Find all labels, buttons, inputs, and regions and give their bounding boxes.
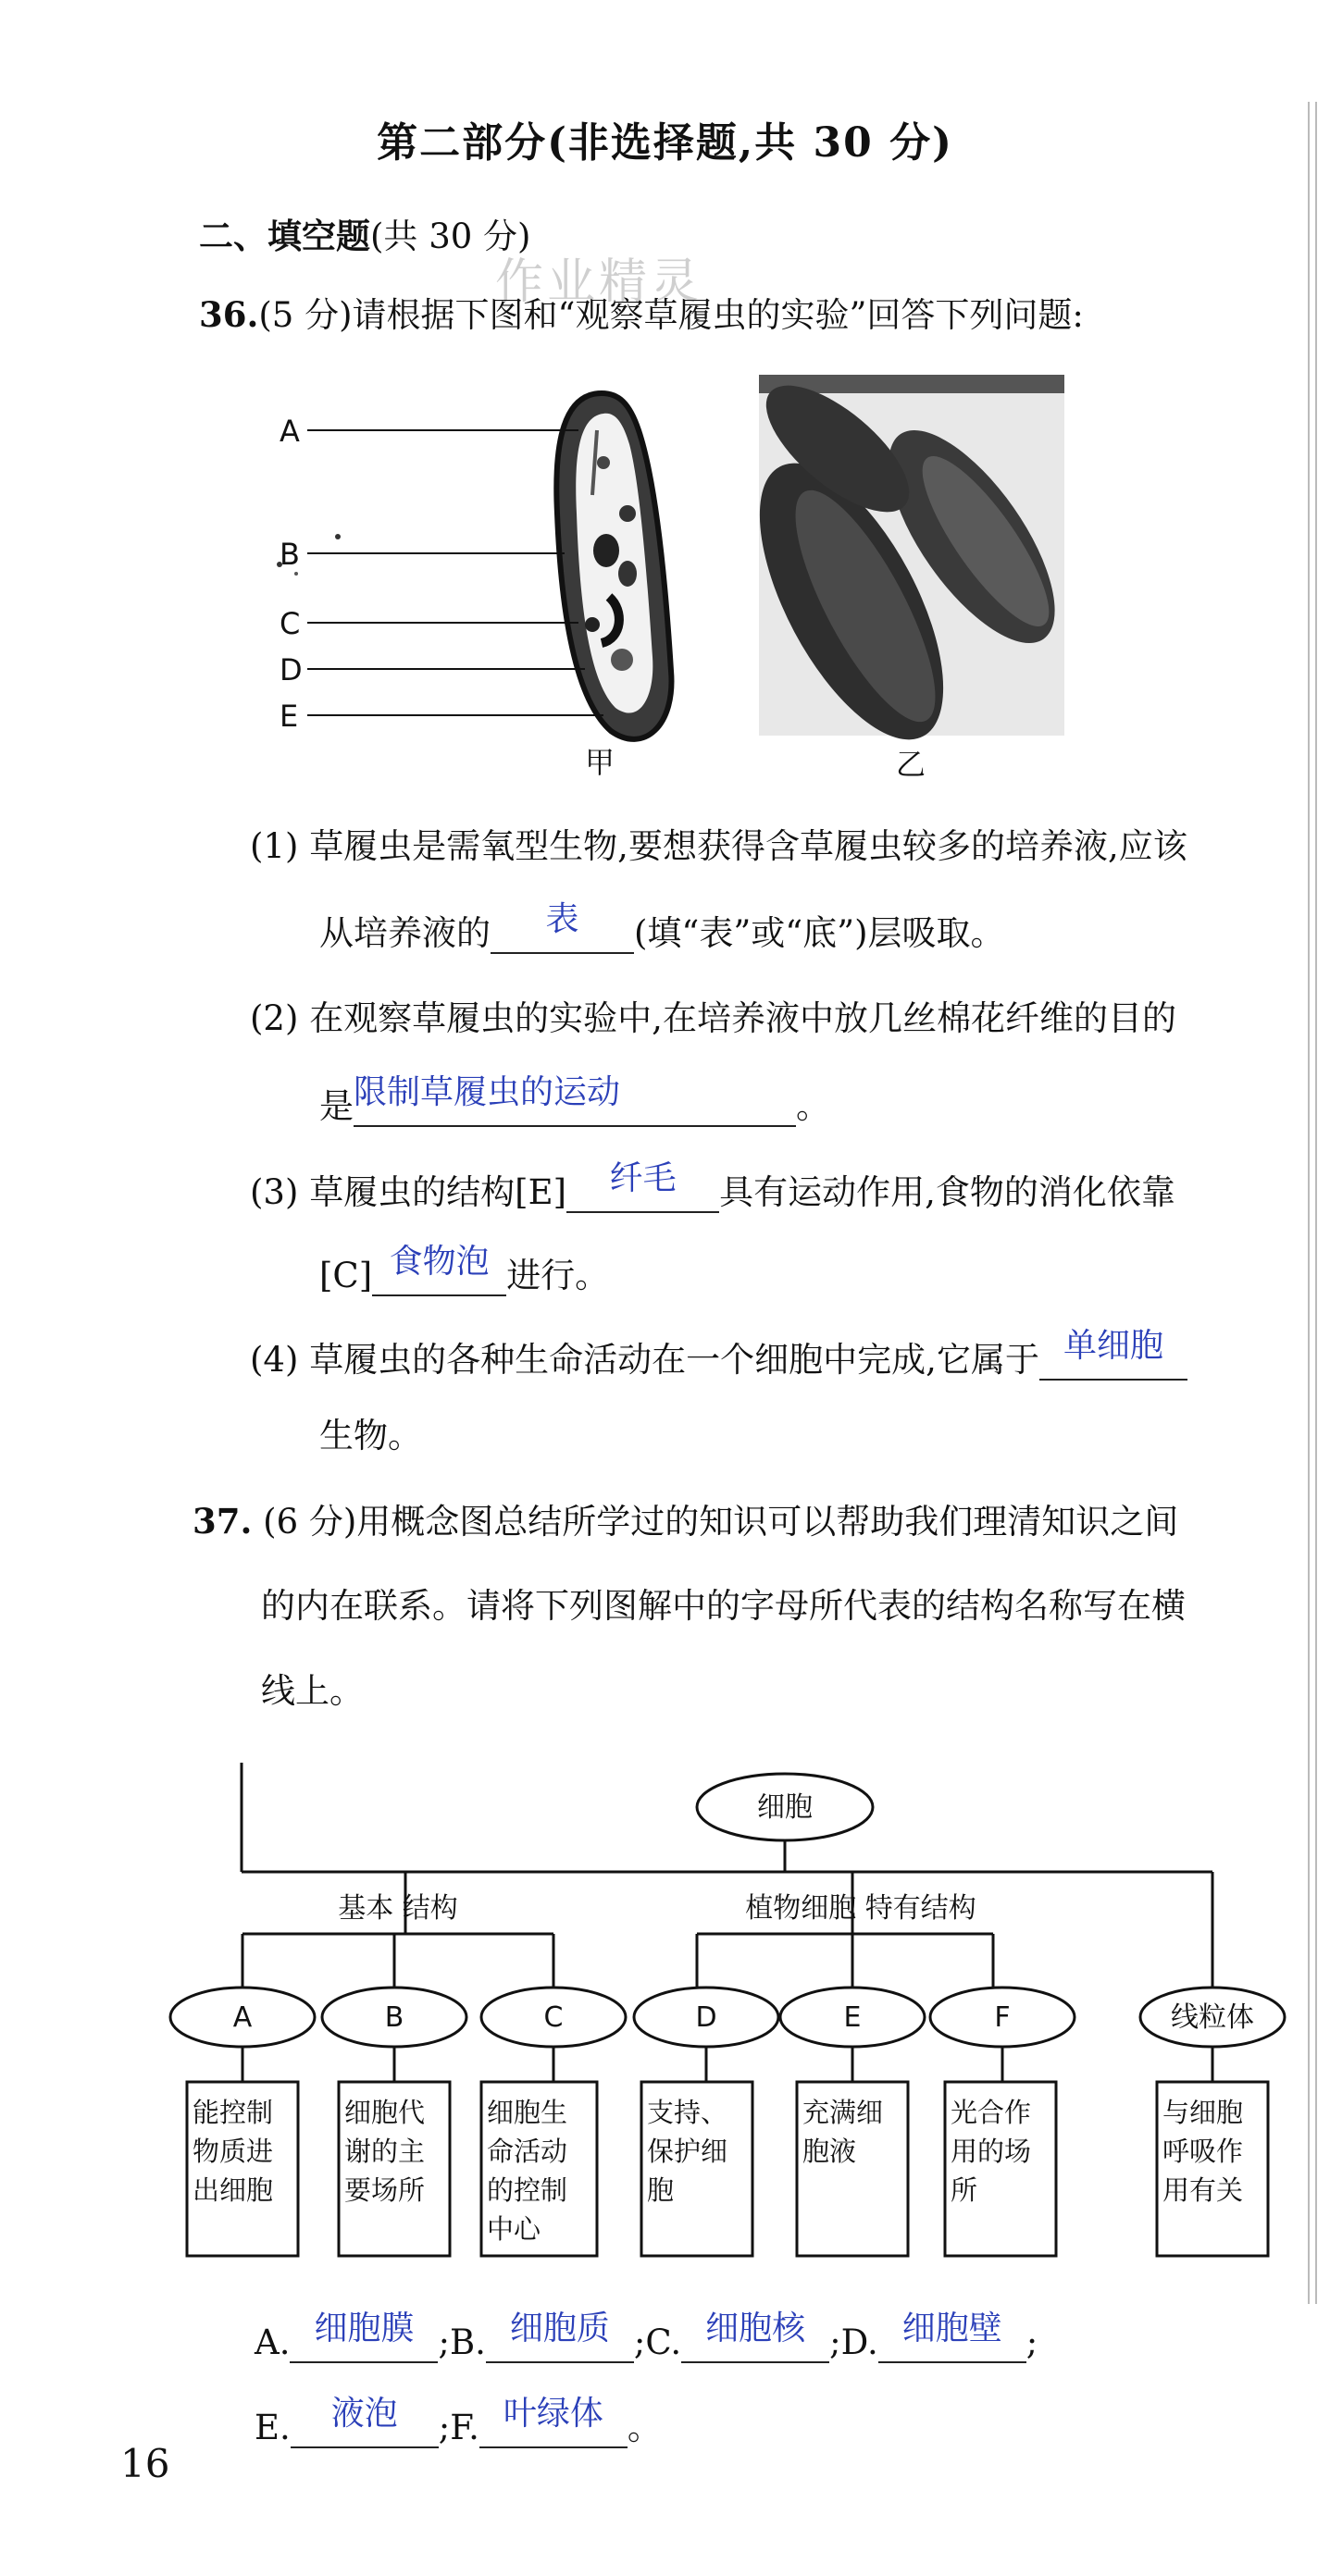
concept-node-d: D bbox=[695, 2001, 717, 2034]
q37-line1-text: (6 分)用概念图总结所学过的知识可以帮助我们理清知识之间 bbox=[263, 1502, 1179, 1542]
answer-f-blank bbox=[479, 2395, 628, 2448]
q36-p2-blank bbox=[354, 1073, 796, 1127]
answer-e-blank bbox=[291, 2395, 439, 2448]
desc-e-2: 胞液 bbox=[802, 2136, 857, 2167]
desc-f-1: 光合作 bbox=[951, 2097, 1032, 2128]
figure-caption-right: 乙 bbox=[896, 747, 926, 782]
desc-c-3: 的控制 bbox=[487, 2174, 568, 2206]
answer-b-sep: ; bbox=[633, 2322, 646, 2362]
q36-p2-pre: 是 bbox=[319, 1086, 354, 1126]
desc-mito-3: 用有关 bbox=[1162, 2174, 1244, 2206]
q37-line3: 线上。 bbox=[261, 1671, 364, 1711]
q36-p1-text: 草履虫是需氧型生物,要想获得含草履虫较多的培养液,应该 bbox=[309, 826, 1187, 866]
q36-p3-post: 进行。 bbox=[506, 1256, 610, 1295]
q36-p3-mid: 具有运动作用,食物的消化依靠 bbox=[719, 1172, 1175, 1212]
answer-a-blank bbox=[290, 2310, 438, 2363]
answer-f-sep: 。 bbox=[627, 2408, 662, 2447]
answer-f-value: 叶绿体 bbox=[503, 2395, 603, 2433]
answer-d-blank bbox=[878, 2310, 1026, 2363]
q36-p2-line1 bbox=[250, 998, 1176, 1039]
section-label: 二、填空题 bbox=[199, 216, 370, 256]
q36-p4-line1 bbox=[250, 1327, 1187, 1381]
desc-d-1: 支持、 bbox=[647, 2097, 728, 2128]
q36-stem-text: (5 分)请根据下图和“观察草履虫的实验”回答下列问题: bbox=[258, 295, 1084, 335]
q36-p1-blank bbox=[491, 900, 634, 954]
q36-p2-post: 。 bbox=[796, 1086, 830, 1126]
answer-b-value: 细胞质 bbox=[509, 2310, 610, 2347]
concept-node-a: A bbox=[232, 2001, 253, 2034]
q36-p3-pre: 草履虫的结构[E] bbox=[309, 1172, 567, 1212]
paramecium-cell-diagram bbox=[556, 393, 671, 739]
concept-root: 细胞 bbox=[757, 1791, 813, 1824]
answer-e-sep: ; bbox=[438, 2408, 451, 2447]
q36-p3-blank2 bbox=[372, 1243, 506, 1296]
answer-d-letter: D. bbox=[840, 2322, 878, 2362]
q36-p1-post: (填“表”或“底”)层吸取。 bbox=[634, 913, 1005, 953]
paramecium-micrograph bbox=[723, 375, 1074, 767]
figure-label-d: D bbox=[280, 652, 303, 687]
answer-c-letter: C. bbox=[645, 2322, 682, 2362]
q36-p3-answer2: 食物泡 bbox=[389, 1243, 490, 1281]
answer-c-sep: ; bbox=[829, 2322, 841, 2362]
concept-node-b: B bbox=[384, 2001, 404, 2034]
q37-answers-row2 bbox=[255, 2395, 662, 2448]
desc-c-1: 细胞生 bbox=[487, 2097, 568, 2128]
concept-branch-basic: 基本 结构 bbox=[338, 1892, 458, 1925]
q37-answers-row1 bbox=[255, 2310, 1038, 2363]
concept-node-f: F bbox=[994, 2001, 1011, 2034]
watermark: 作业精灵 bbox=[495, 254, 703, 310]
q36-number: 36. bbox=[199, 294, 259, 335]
q36-p4-num: (4) bbox=[250, 1340, 299, 1380]
figure-label-e: E bbox=[280, 699, 299, 734]
concept-node-c: C bbox=[543, 2001, 564, 2034]
desc-a-3: 出细胞 bbox=[193, 2174, 274, 2206]
concept-branch-plant: 植物细胞 特有结构 bbox=[745, 1892, 976, 1925]
q36-p3-blank1 bbox=[566, 1159, 719, 1213]
desc-a-1: 能控制 bbox=[193, 2097, 274, 2128]
answer-e-letter: E. bbox=[255, 2408, 291, 2447]
q36-stem bbox=[199, 294, 1084, 336]
q36-p2-num: (2) bbox=[250, 998, 299, 1038]
q36-p2-answer: 限制草履虫的运动 bbox=[354, 1073, 621, 1111]
desc-b-3: 要场所 bbox=[344, 2174, 426, 2206]
q36-p1-answer: 表 bbox=[545, 900, 579, 938]
desc-e-1: 充满细 bbox=[802, 2097, 884, 2128]
figure-label-b: B bbox=[280, 537, 300, 572]
answer-c-value: 细胞核 bbox=[705, 2310, 806, 2347]
q37-line2: 的内在联系。请将下列图解中的字母所代表的结构名称写在横 bbox=[261, 1586, 1186, 1626]
cell-concept-map bbox=[167, 1763, 1314, 2281]
desc-c-2: 命活动 bbox=[487, 2136, 568, 2167]
part-title: 第二部分(非选择题,共 30 分) bbox=[377, 119, 953, 167]
figure-label-c: C bbox=[280, 606, 301, 641]
q36-p1-num: (1) bbox=[250, 826, 299, 866]
section-heading bbox=[199, 208, 530, 258]
figure-caption-left: 甲 bbox=[585, 745, 615, 780]
answer-d-sep: ; bbox=[1025, 2322, 1038, 2362]
answer-f-letter: F. bbox=[450, 2408, 479, 2447]
q36-p1-pre: 从培养液的 bbox=[319, 913, 491, 953]
desc-f-2: 用的场 bbox=[951, 2136, 1032, 2167]
desc-mito-2: 呼吸作 bbox=[1162, 2136, 1244, 2167]
answer-c-blank bbox=[681, 2310, 829, 2363]
q36-p3-pre2: [C] bbox=[319, 1256, 373, 1295]
q37-number: 37. bbox=[193, 1501, 253, 1542]
desc-c-4: 中心 bbox=[487, 2213, 541, 2245]
paramecium-figure bbox=[259, 375, 1074, 791]
q36-p1-line2 bbox=[319, 900, 1005, 954]
desc-b-2: 谢的主 bbox=[344, 2136, 426, 2167]
desc-d-2: 保护细 bbox=[647, 2136, 728, 2167]
q37-line1 bbox=[193, 1501, 1178, 1542]
q36-p3-line1 bbox=[250, 1159, 1175, 1213]
q36-p4-line2: 生物。 bbox=[319, 1416, 422, 1455]
desc-d-3: 胞 bbox=[647, 2174, 675, 2206]
q36-p4-blank bbox=[1039, 1327, 1187, 1381]
section-note: (共 30 分) bbox=[370, 217, 531, 256]
desc-a-2: 物质进 bbox=[193, 2136, 274, 2167]
desc-b-1: 细胞代 bbox=[344, 2097, 426, 2128]
answer-a-value: 细胞膜 bbox=[314, 2310, 415, 2347]
q36-p4-answer: 单细胞 bbox=[1063, 1327, 1163, 1365]
answer-b-blank bbox=[486, 2310, 634, 2363]
page-number: 16 bbox=[120, 2441, 170, 2486]
q36-p3-line2 bbox=[319, 1243, 610, 1296]
answer-a-letter: A. bbox=[255, 2322, 291, 2362]
desc-f-3: 所 bbox=[951, 2174, 978, 2206]
answer-d-value: 细胞壁 bbox=[901, 2310, 1002, 2347]
q36-p2-text: 在观察草履虫的实验中,在培养液中放几丝棉花纤维的目的 bbox=[309, 998, 1176, 1038]
q36-p4-pre: 草履虫的各种生命活动在一个细胞中完成,它属于 bbox=[309, 1340, 1039, 1380]
figure-label-a: A bbox=[280, 414, 300, 449]
q36-p1-line1 bbox=[250, 826, 1187, 867]
desc-mito-1: 与细胞 bbox=[1162, 2097, 1244, 2128]
q36-p2-line2 bbox=[319, 1073, 830, 1127]
answer-b-letter: B. bbox=[449, 2322, 486, 2362]
answer-a-sep: ; bbox=[438, 2322, 450, 2362]
q36-p3-answer1: 纤毛 bbox=[609, 1159, 677, 1197]
concept-node-mitochondria: 线粒体 bbox=[1171, 2001, 1254, 2034]
q36-p3-num: (3) bbox=[250, 1172, 299, 1212]
concept-node-e: E bbox=[843, 2001, 862, 2034]
answer-e-value: 液泡 bbox=[330, 2395, 398, 2433]
